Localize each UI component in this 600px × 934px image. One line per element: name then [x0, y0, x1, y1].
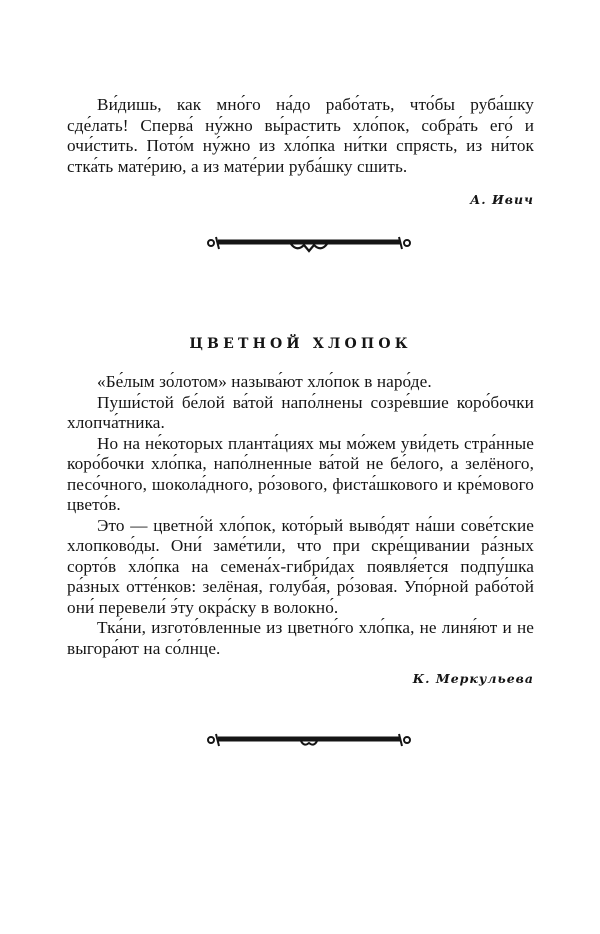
ornament-divider-icon [206, 730, 412, 750]
paragraph: Ви́дишь, как мно́го на́до рабо́тать, что́бы руба́шку сде́лать! Сперва́ ну́жно вы́растить хло́пок, собра́ть его́ и очи́стить. Пото́м ну́жно из хло́пка ни́тки спрясть, из ни́ток стка́ть мате́рию, а из мате́рии руба́шку сшить. [67, 95, 534, 176]
author-signature: А. Ивич [470, 192, 534, 207]
paragraph: Пуши́стой бе́лой ва́той напо́лнены созре́вшие коро́бочки хлопча́тника. [67, 392, 534, 432]
paragraph: Тка́ни, изгото́вленные из цветно́го хло́пка, не линя́ют и не выгора́ют на со́лнце. [67, 618, 534, 658]
section-title: ЦВЕТНОЙ ХЛОПОК [189, 336, 412, 352]
paragraph: Но на не́которых планта́циях мы мо́жем уви́деть стра́нные коро́бочки хло́пка, напо́лненные ва́той не бе́лого, а зелёного, песо́чного, шокола́дного, ро́зового, фиста́шкового и кре́мового цвето́в. [67, 433, 534, 514]
author-signature: К. Меркульева [412, 671, 534, 686]
ornament-divider-icon [206, 233, 412, 253]
story-body [67, 372, 534, 659]
paragraph: Это — цветно́й хло́пок, кото́рый выво́дят на́ши сове́тские хлопково́ды. Они́ заме́тили, что при скре́щивании ра́зных сорто́в хло́пка на семена́х-гибри́дах появля́ется подпу́шка ра́зных отте́нков: зелёная, голуба́я, ро́зовая. Упо́рной рабо́той они́ перевели́ э́ту окра́ску в волокно́. [67, 515, 534, 617]
paragraph: «Бе́лым зо́лотом» называ́ют хло́пок в наро́де. [97, 372, 432, 391]
story-excerpt [67, 95, 534, 177]
